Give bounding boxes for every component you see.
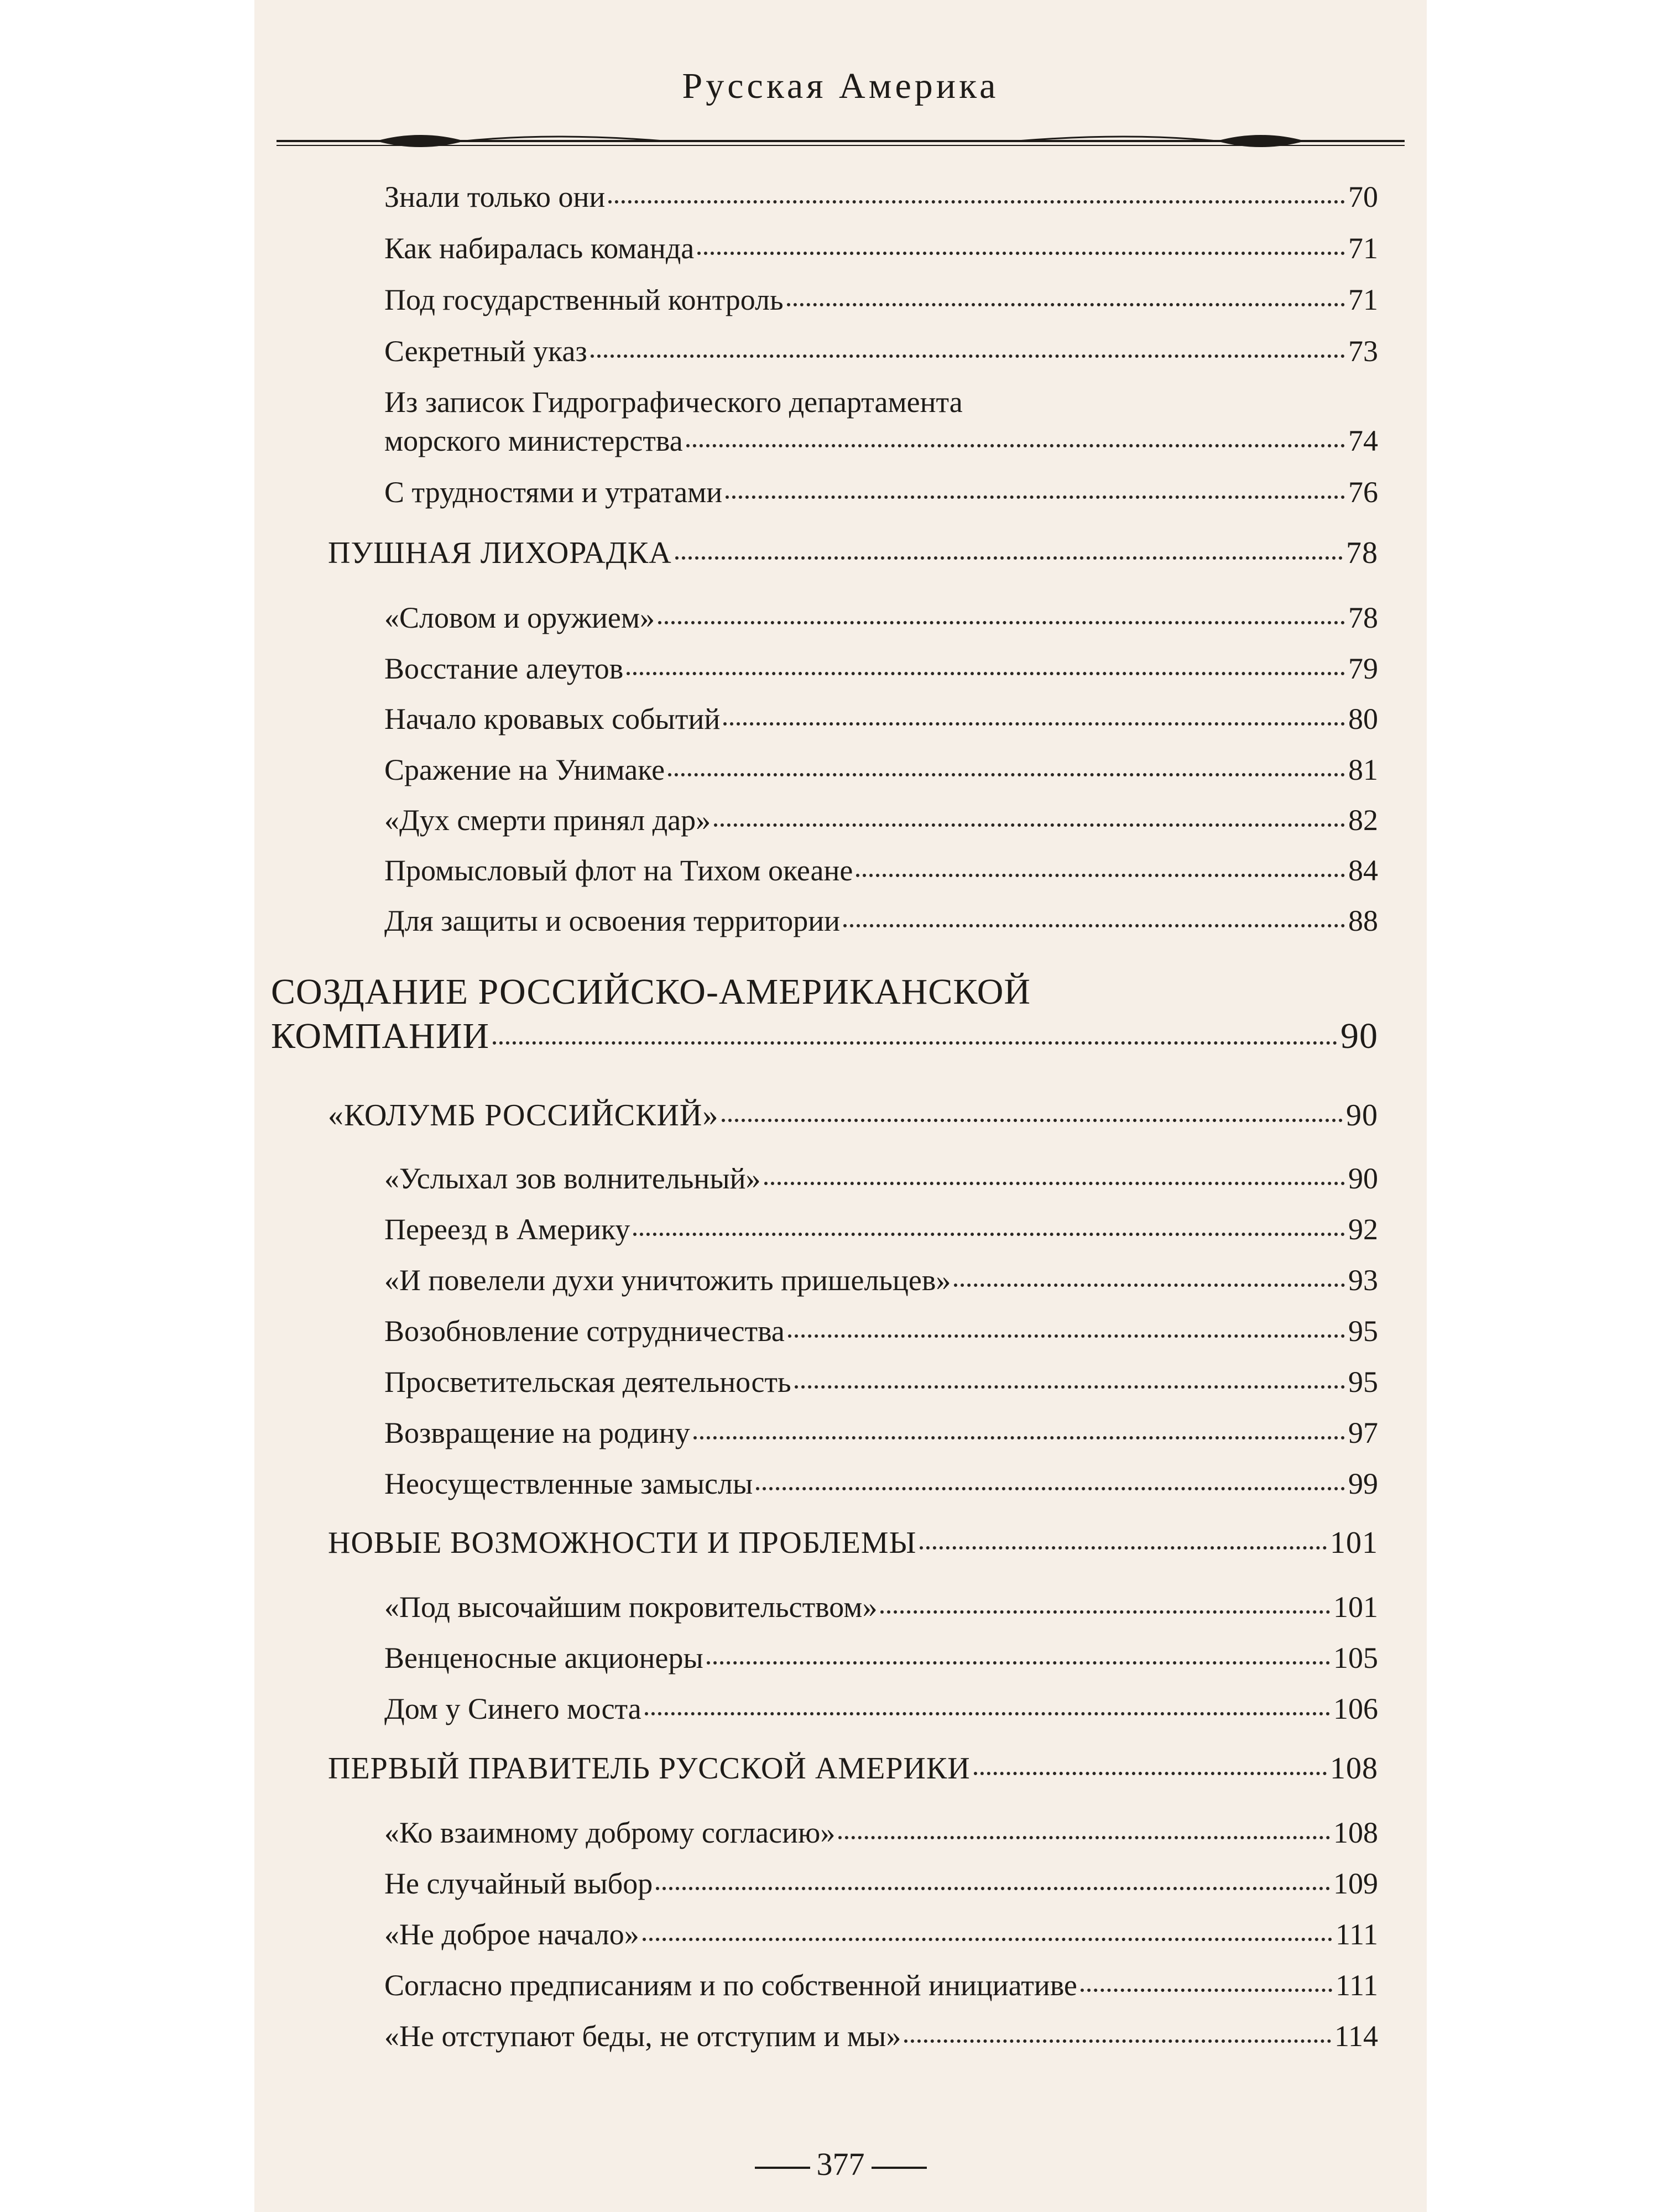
- toc-entry-title: Восстание алеутов: [384, 652, 624, 685]
- toc-part-title-line1: СОЗДАНИЕ РОССИЙСКО-АМЕРИКАНСКОЙ: [271, 972, 1031, 1012]
- toc-entry[interactable]: [384, 1917, 1378, 1952]
- leader-dots: [693, 1436, 1345, 1439]
- toc-entry[interactable]: [384, 1161, 1378, 1196]
- toc-entry[interactable]: [384, 1866, 1378, 1901]
- toc-entry-title: Сражение на Унимаке: [384, 753, 665, 786]
- toc-page-number: 81: [1348, 753, 1378, 786]
- toc-section-title: ПУШНАЯ ЛИХОРАДКА: [328, 536, 672, 570]
- leader-dots: [643, 1937, 1332, 1941]
- toc-entry-title: Возвращение на родину: [384, 1416, 690, 1449]
- toc-page-number: 108: [1333, 1816, 1378, 1849]
- toc-entry[interactable]: [384, 1467, 1378, 1501]
- toc-entry-title: Для защиты и освоения территории: [384, 904, 841, 937]
- leader-dots: [656, 1886, 1330, 1890]
- toc-page-number: 114: [1334, 2020, 1378, 2053]
- toc-entry-title: «Ко взаимному доброму согласию»: [384, 1816, 836, 1849]
- leader-dots: [633, 1232, 1345, 1236]
- leader-dots: [686, 444, 1345, 447]
- toc-entry[interactable]: [384, 601, 1378, 635]
- toc-entry-title: «Под высочайшим покровительством»: [384, 1590, 878, 1624]
- leader-dots: [920, 1546, 1327, 1550]
- toc-entry-title: Венценосные акционеры: [384, 1641, 703, 1674]
- leader-dots: [1081, 1988, 1332, 1992]
- toc-page-number: 105: [1333, 1641, 1378, 1674]
- toc-page-number: 71: [1348, 232, 1378, 265]
- toc-entry[interactable]: [384, 2019, 1378, 2053]
- toc-page-number: 111: [1335, 1918, 1378, 1951]
- toc-entry-title: Под государственный контроль: [384, 283, 784, 316]
- leader-dots: [788, 1334, 1345, 1338]
- toc-entry[interactable]: [384, 283, 1378, 317]
- toc-page-number: 108: [1330, 1751, 1378, 1786]
- toc-entry[interactable]: [384, 231, 1378, 265]
- leader-dots: [726, 495, 1345, 499]
- toc-section-heading[interactable]: [328, 1751, 1378, 1786]
- toc-entry[interactable]: [384, 1692, 1378, 1726]
- leader-dots: [787, 302, 1345, 306]
- toc-page-number: 88: [1348, 904, 1378, 937]
- leader-dots: [856, 873, 1345, 877]
- toc-page-number: 97: [1348, 1416, 1378, 1449]
- book-page: [254, 0, 1427, 2212]
- table-of-contents: [254, 0, 1427, 2212]
- leader-dots: [658, 620, 1345, 624]
- toc-entry-title-line1: Из записок Гидрографического департамента: [384, 385, 963, 419]
- toc-entry[interactable]: [384, 1416, 1378, 1450]
- toc-entry[interactable]: [384, 424, 1378, 458]
- leader-dots: [668, 773, 1345, 776]
- toc-page-number: 74: [1348, 424, 1378, 457]
- toc-entry-title: Возобновление сотрудничества: [384, 1314, 785, 1348]
- toc-entry[interactable]: [384, 1968, 1378, 2002]
- toc-entry-title: «Не отступают беды, не отступим и мы»: [384, 2020, 901, 2053]
- folio-rule-left: [755, 2167, 810, 2169]
- toc-entry-title: Как набиралась команда: [384, 232, 695, 265]
- leader-dots: [954, 1283, 1345, 1287]
- toc-page-number: 95: [1348, 1365, 1378, 1399]
- leader-dots: [795, 1385, 1345, 1389]
- leader-dots: [904, 2039, 1331, 2043]
- toc-entry-title: Неосуществленные замыслы: [384, 1467, 753, 1500]
- toc-entry[interactable]: [384, 803, 1378, 837]
- leader-dots: [764, 1181, 1345, 1185]
- running-title: Русская Америка: [682, 66, 999, 106]
- toc-entry[interactable]: [384, 1815, 1378, 1850]
- leader-dots: [493, 1041, 1337, 1045]
- toc-section-heading[interactable]: [328, 1525, 1378, 1561]
- toc-page-number: 70: [1348, 180, 1378, 213]
- toc-page-number: 90: [1340, 1016, 1378, 1056]
- toc-entry-title: Знали только они: [384, 180, 606, 213]
- toc-page-number: 90: [1348, 1162, 1378, 1195]
- toc-page-number: 109: [1333, 1867, 1378, 1900]
- toc-entry[interactable]: [384, 1590, 1378, 1624]
- toc-page-number: 95: [1348, 1314, 1378, 1348]
- leader-dots: [591, 354, 1345, 358]
- toc-entry[interactable]: [384, 1263, 1378, 1297]
- toc-entry-title: Промысловый флот на Тихом океане: [384, 854, 853, 887]
- toc-page-number: 76: [1348, 476, 1378, 509]
- toc-entry[interactable]: [384, 1365, 1378, 1399]
- toc-entry[interactable]: [384, 753, 1378, 787]
- leader-dots: [707, 1661, 1330, 1665]
- toc-entry-title: «Дух смерти принял дар»: [384, 804, 711, 837]
- toc-entry-title: «Словом и оружием»: [384, 601, 655, 634]
- toc-entry-title: Не случайный выбор: [384, 1867, 653, 1900]
- toc-page-number: 90: [1346, 1098, 1378, 1133]
- toc-part-heading[interactable]: [271, 1015, 1378, 1057]
- leader-dots: [714, 823, 1345, 827]
- toc-entry-title: «И повелели духи уничтожить пришельцев»: [384, 1264, 951, 1297]
- toc-page-number: 106: [1333, 1692, 1378, 1725]
- toc-entry[interactable]: [384, 1314, 1378, 1348]
- leader-dots: [608, 200, 1345, 204]
- toc-page-number: 82: [1348, 804, 1378, 837]
- toc-entry-title-line2: морского министерства: [384, 424, 683, 457]
- toc-entry-title: «Услыхал зов волнительный»: [384, 1162, 761, 1195]
- folio-rule-right: [872, 2167, 927, 2169]
- toc-entry-title: Согласно предписаниям и по собственной инициативе: [384, 1969, 1077, 2002]
- toc-entry-title: «Не доброе начало»: [384, 1918, 639, 1951]
- page-number: 377: [816, 2146, 865, 2182]
- toc-entry-title: Секретный указ: [384, 335, 587, 368]
- leader-dots: [722, 1118, 1343, 1122]
- toc-entry[interactable]: [384, 334, 1378, 368]
- toc-page-number: 111: [1335, 1969, 1378, 2002]
- leader-dots: [843, 924, 1345, 927]
- toc-entry-title: Дом у Синего моста: [384, 1692, 641, 1725]
- leader-dots: [756, 1486, 1345, 1490]
- toc-page-number: 79: [1348, 652, 1378, 685]
- toc-entry[interactable]: [384, 651, 1378, 686]
- toc-entry[interactable]: [384, 1212, 1378, 1246]
- leader-dots: [723, 722, 1345, 726]
- leader-dots: [974, 1771, 1327, 1775]
- toc-page-number: 73: [1348, 335, 1378, 368]
- toc-entry[interactable]: [384, 904, 1378, 938]
- toc-page-number: 99: [1348, 1467, 1378, 1500]
- toc-page-number: 80: [1348, 702, 1378, 735]
- toc-page-number: 78: [1346, 536, 1378, 570]
- toc-section-title: НОВЫЕ ВОЗМОЖНОСТИ И ПРОБЛЕМЫ: [328, 1526, 917, 1560]
- toc-entry[interactable]: [384, 180, 1378, 214]
- toc-entry[interactable]: [384, 475, 1378, 509]
- toc-page-number: 93: [1348, 1264, 1378, 1297]
- toc-page-number: 71: [1348, 283, 1378, 316]
- leader-dots: [645, 1712, 1330, 1715]
- toc-page-number: 84: [1348, 854, 1378, 887]
- toc-section-title: ПЕРВЫЙ ПРАВИТЕЛЬ РУССКОЙ АМЕРИКИ: [328, 1751, 971, 1786]
- toc-section-heading[interactable]: [328, 535, 1378, 571]
- leader-dots: [838, 1835, 1330, 1839]
- leader-dots: [880, 1610, 1330, 1614]
- toc-entry[interactable]: [384, 853, 1378, 888]
- toc-part-title-line2: КОМПАНИИ: [271, 1016, 490, 1056]
- toc-entry-title: С трудностями и утратами: [384, 476, 723, 509]
- toc-entry-title: Просветительская деятельность: [384, 1365, 791, 1399]
- toc-entry-title: Переезд в Америку: [384, 1213, 630, 1246]
- toc-section-heading[interactable]: [328, 1098, 1378, 1133]
- toc-page-number: 92: [1348, 1213, 1378, 1246]
- leader-dots: [675, 556, 1343, 560]
- page-folio: [254, 2146, 1427, 2183]
- toc-page-number: 101: [1333, 1590, 1378, 1624]
- leader-dots: [697, 251, 1345, 255]
- toc-page-number: 101: [1330, 1526, 1378, 1560]
- toc-section-title: «КОЛУМБ РОССИЙСКИЙ»: [328, 1098, 719, 1133]
- toc-entry-title: Начало кровавых событий: [384, 702, 721, 735]
- toc-page-number: 78: [1348, 601, 1378, 634]
- toc-entry[interactable]: [384, 1641, 1378, 1675]
- leader-dots: [627, 671, 1345, 675]
- toc-entry[interactable]: [384, 702, 1378, 736]
